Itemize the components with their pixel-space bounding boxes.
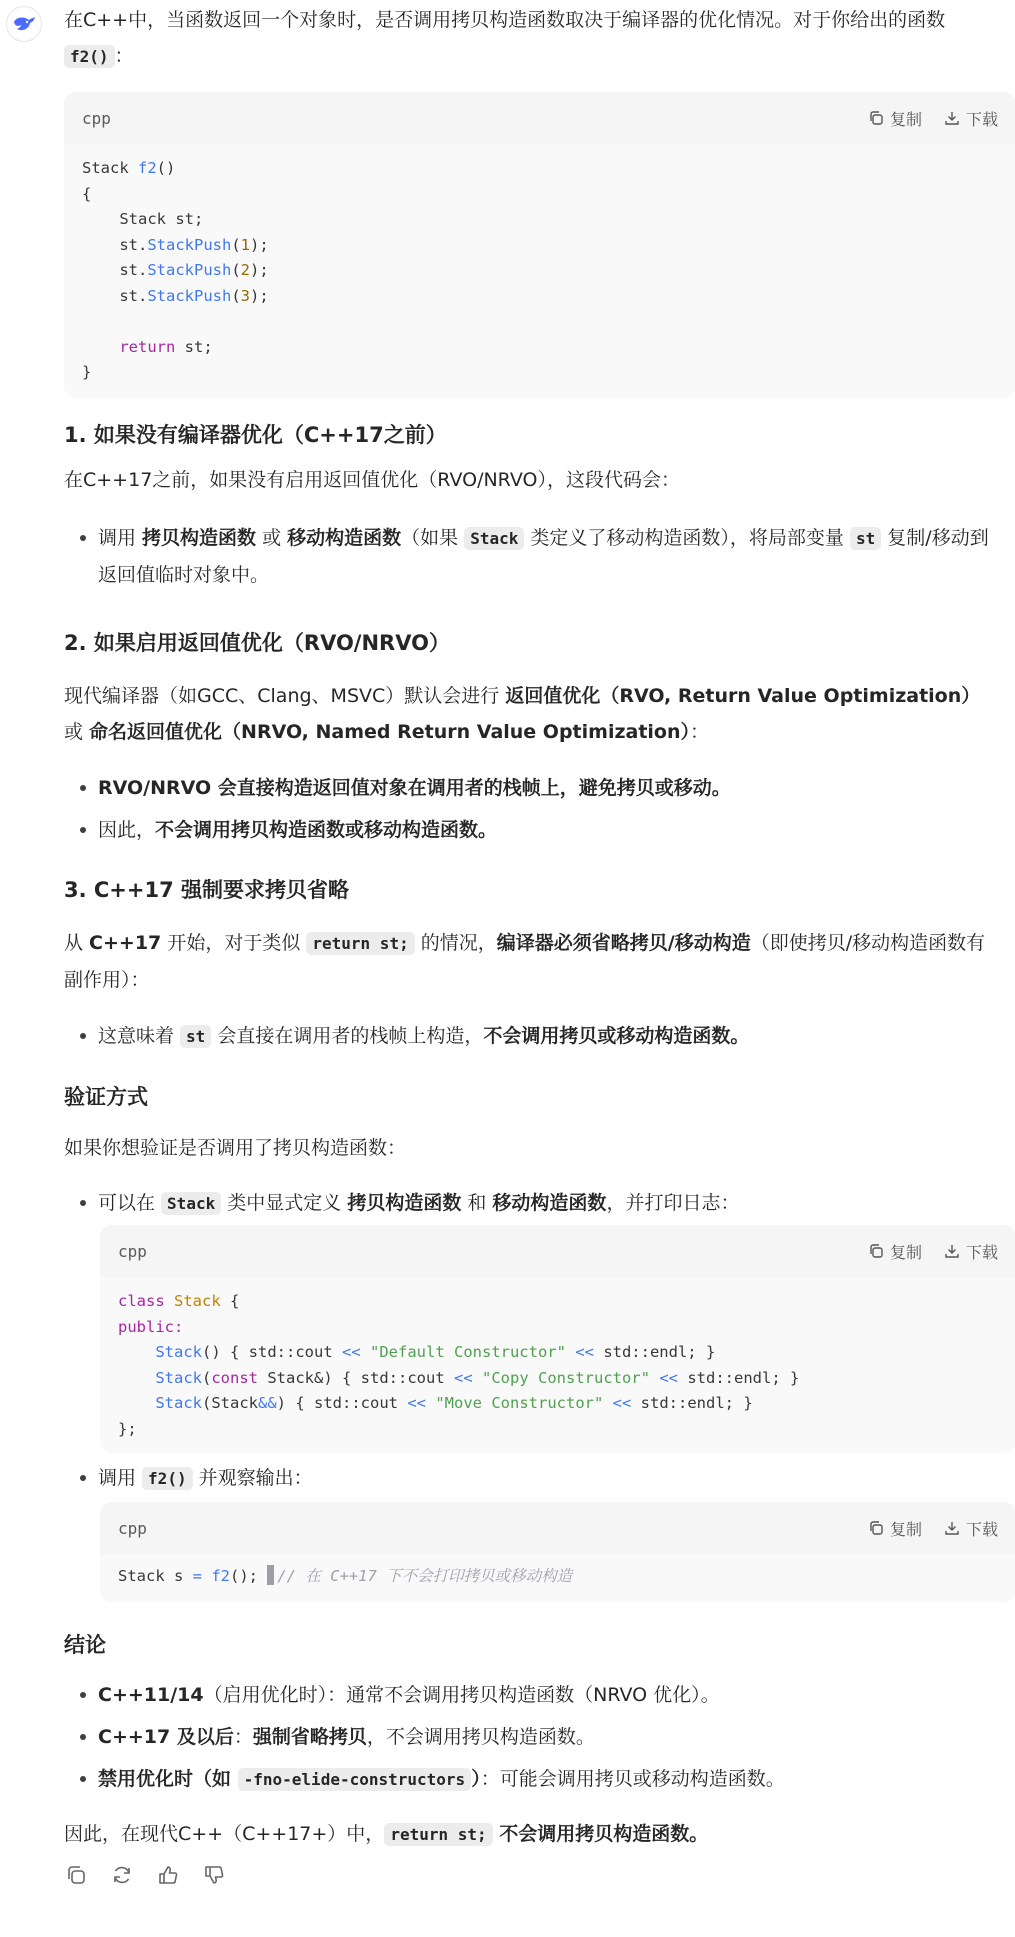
code-line: }; [118,1419,137,1438]
thumbs-up-icon [157,1864,179,1886]
text-cursor [267,1565,274,1585]
copy-icon [65,1864,87,1886]
copy-label: 复制 [889,1519,922,1539]
list-item: 禁用优化时（如 -fno-elide-constructors ）：可能会调用拷贝或移动构造函数。 [64,1761,1004,1798]
inline-code: f2() [64,45,115,68]
download-label: 下载 [965,1242,998,1262]
download-icon [944,1520,960,1536]
code-line: Stack s = f2(); // 在 C++17 下不会打印拷贝或移动构造 [118,1567,573,1585]
copy-code-button[interactable] [868,1517,922,1540]
section-4-list-2 [64,1460,1004,1497]
list-item: 这意味着 st 会直接在调用者的栈帧上构造，不会调用拷贝或移动构造函数。 [64,1018,1004,1055]
section-1-list [64,520,1004,593]
code-line: { [82,184,92,203]
code-line: class Stack { [118,1292,240,1310]
code-line: public: [118,1317,184,1336]
conclusion-list [64,1677,1004,1798]
message-actions [64,1863,226,1887]
intro-suffix: ： [114,45,134,67]
list-item: 可以在 Stack 类中显式定义 拷贝构造函数 和 移动构造函数，并打印日志： [64,1185,1004,1222]
code-language-label: cpp [118,1518,147,1538]
code-block-header [100,1502,1015,1554]
section-2-list [64,770,1004,848]
code-line: Stack f2() [82,159,176,177]
section-4-paragraph: 如果你想验证是否调用了拷贝构造函数： [64,1137,407,1159]
code-actions [868,107,998,130]
code-line: Stack st; [82,210,204,228]
code-block-f2 [64,92,1015,398]
download-label: 下载 [965,109,998,129]
code-block-header [100,1225,1015,1277]
code-block-header [64,92,1015,144]
code-line: } [82,363,92,381]
code-body [100,1554,1015,1602]
intro-paragraph [64,2,945,75]
code-actions [868,1517,998,1540]
section-4-list [64,1185,1004,1222]
code-line: st.StackPush(1); [82,235,269,254]
thumbs-up-button[interactable] [156,1863,180,1887]
code-line: st.StackPush(2); [82,261,269,279]
download-code-button[interactable] [944,107,998,130]
download-icon [944,1243,960,1259]
code-language-label: cpp [118,1241,147,1261]
section-1-paragraph: 在C++17之前，如果没有启用返回值优化（RVO/NRVO），这段代码会： [64,469,680,491]
download-code-button[interactable] [944,1517,998,1540]
section-3-paragraph: 从 C++17 开始，对于类似 return st; 的情况，编译器必须省略拷贝/移动构造（即使拷贝/移动构造函数有副作用）： [64,932,986,991]
copy-message-button[interactable] [64,1863,88,1887]
download-icon [944,110,960,126]
code-line: Stack() { std::cout << "Default Constructor" << std::endl; } [155,1343,716,1361]
list-item: C++11/14（启用优化时）：通常不会调用拷贝构造函数（NRVO 优化）。 [64,1677,1004,1713]
code-block-call-f2 [100,1502,1015,1602]
list-item: 调用 拷贝构造函数 或 移动构造函数（如果 Stack 类定义了移动构造函数），将局部变量 st 复制/移动到返回值临时对象中。 [64,520,1004,593]
section-heading-1: 1. 如果没有编译器优化（C++17之前） [64,423,447,447]
copy-icon [868,110,884,126]
section-heading-verify: 验证方式 [64,1085,148,1109]
section-heading-conclusion: 结论 [64,1633,106,1657]
code-block-stack-class [100,1225,1015,1453]
code-line: Stack(Stack&&) { std::cout << "Move Constructor" << std::endl; } [155,1394,753,1412]
section-2-paragraph: 现代编译器（如GCC、Clang、MSVC）默认会进行 返回值优化（RVO, Return Value Optimization） 或 命名返回值优化（NRVO, Named Return Value Optimization）： [64,685,981,743]
code-body [64,144,1015,398]
copy-code-button[interactable] [868,1240,922,1263]
code-line: return st; [119,337,213,356]
code-language-label: cpp [82,108,111,128]
assistant-avatar [6,6,42,42]
whale-logo-icon [12,14,36,34]
thumbs-down-icon [203,1864,225,1886]
final-paragraph: 因此，在现代C++（C++17+）中， return st; 不会调用拷贝构造函数。 [64,1823,709,1845]
section-3-list [64,1018,1004,1055]
list-item: 调用 f2() 并观察输出： [64,1460,1004,1497]
copy-label: 复制 [889,1242,922,1262]
section-heading-3: 3. C++17 强制要求拷贝省略 [64,878,350,902]
copy-icon [868,1243,884,1259]
thumbs-down-button[interactable] [202,1863,226,1887]
code-line: Stack(const Stack&) { std::cout << "Copy Constructor" << std::endl; } [155,1368,800,1387]
section-heading-2: 2. 如果启用返回值优化（RVO/NRVO） [64,631,450,655]
download-label: 下载 [965,1519,998,1539]
code-actions [868,1240,998,1263]
list-item: RVO/NRVO 会直接构造返回值对象在调用者的栈帧上，避免拷贝或移动。 [64,770,1004,806]
list-item: 因此，不会调用拷贝构造函数或移动构造函数。 [64,812,1004,848]
copy-icon [868,1520,884,1536]
intro-text: 在C++中，当函数返回一个对象时，是否调用拷贝构造函数取决于编译器的优化情况。对于你给出的函数 [64,9,946,31]
code-line: st.StackPush(3); [82,286,269,305]
regenerate-icon [111,1864,133,1886]
copy-code-button[interactable] [868,107,922,130]
list-item: C++17 及以后：强制省略拷贝，不会调用拷贝构造函数。 [64,1719,1004,1755]
regenerate-button[interactable] [110,1863,134,1887]
copy-label: 复制 [889,109,922,129]
download-code-button[interactable] [944,1240,998,1263]
code-body [100,1277,1015,1453]
